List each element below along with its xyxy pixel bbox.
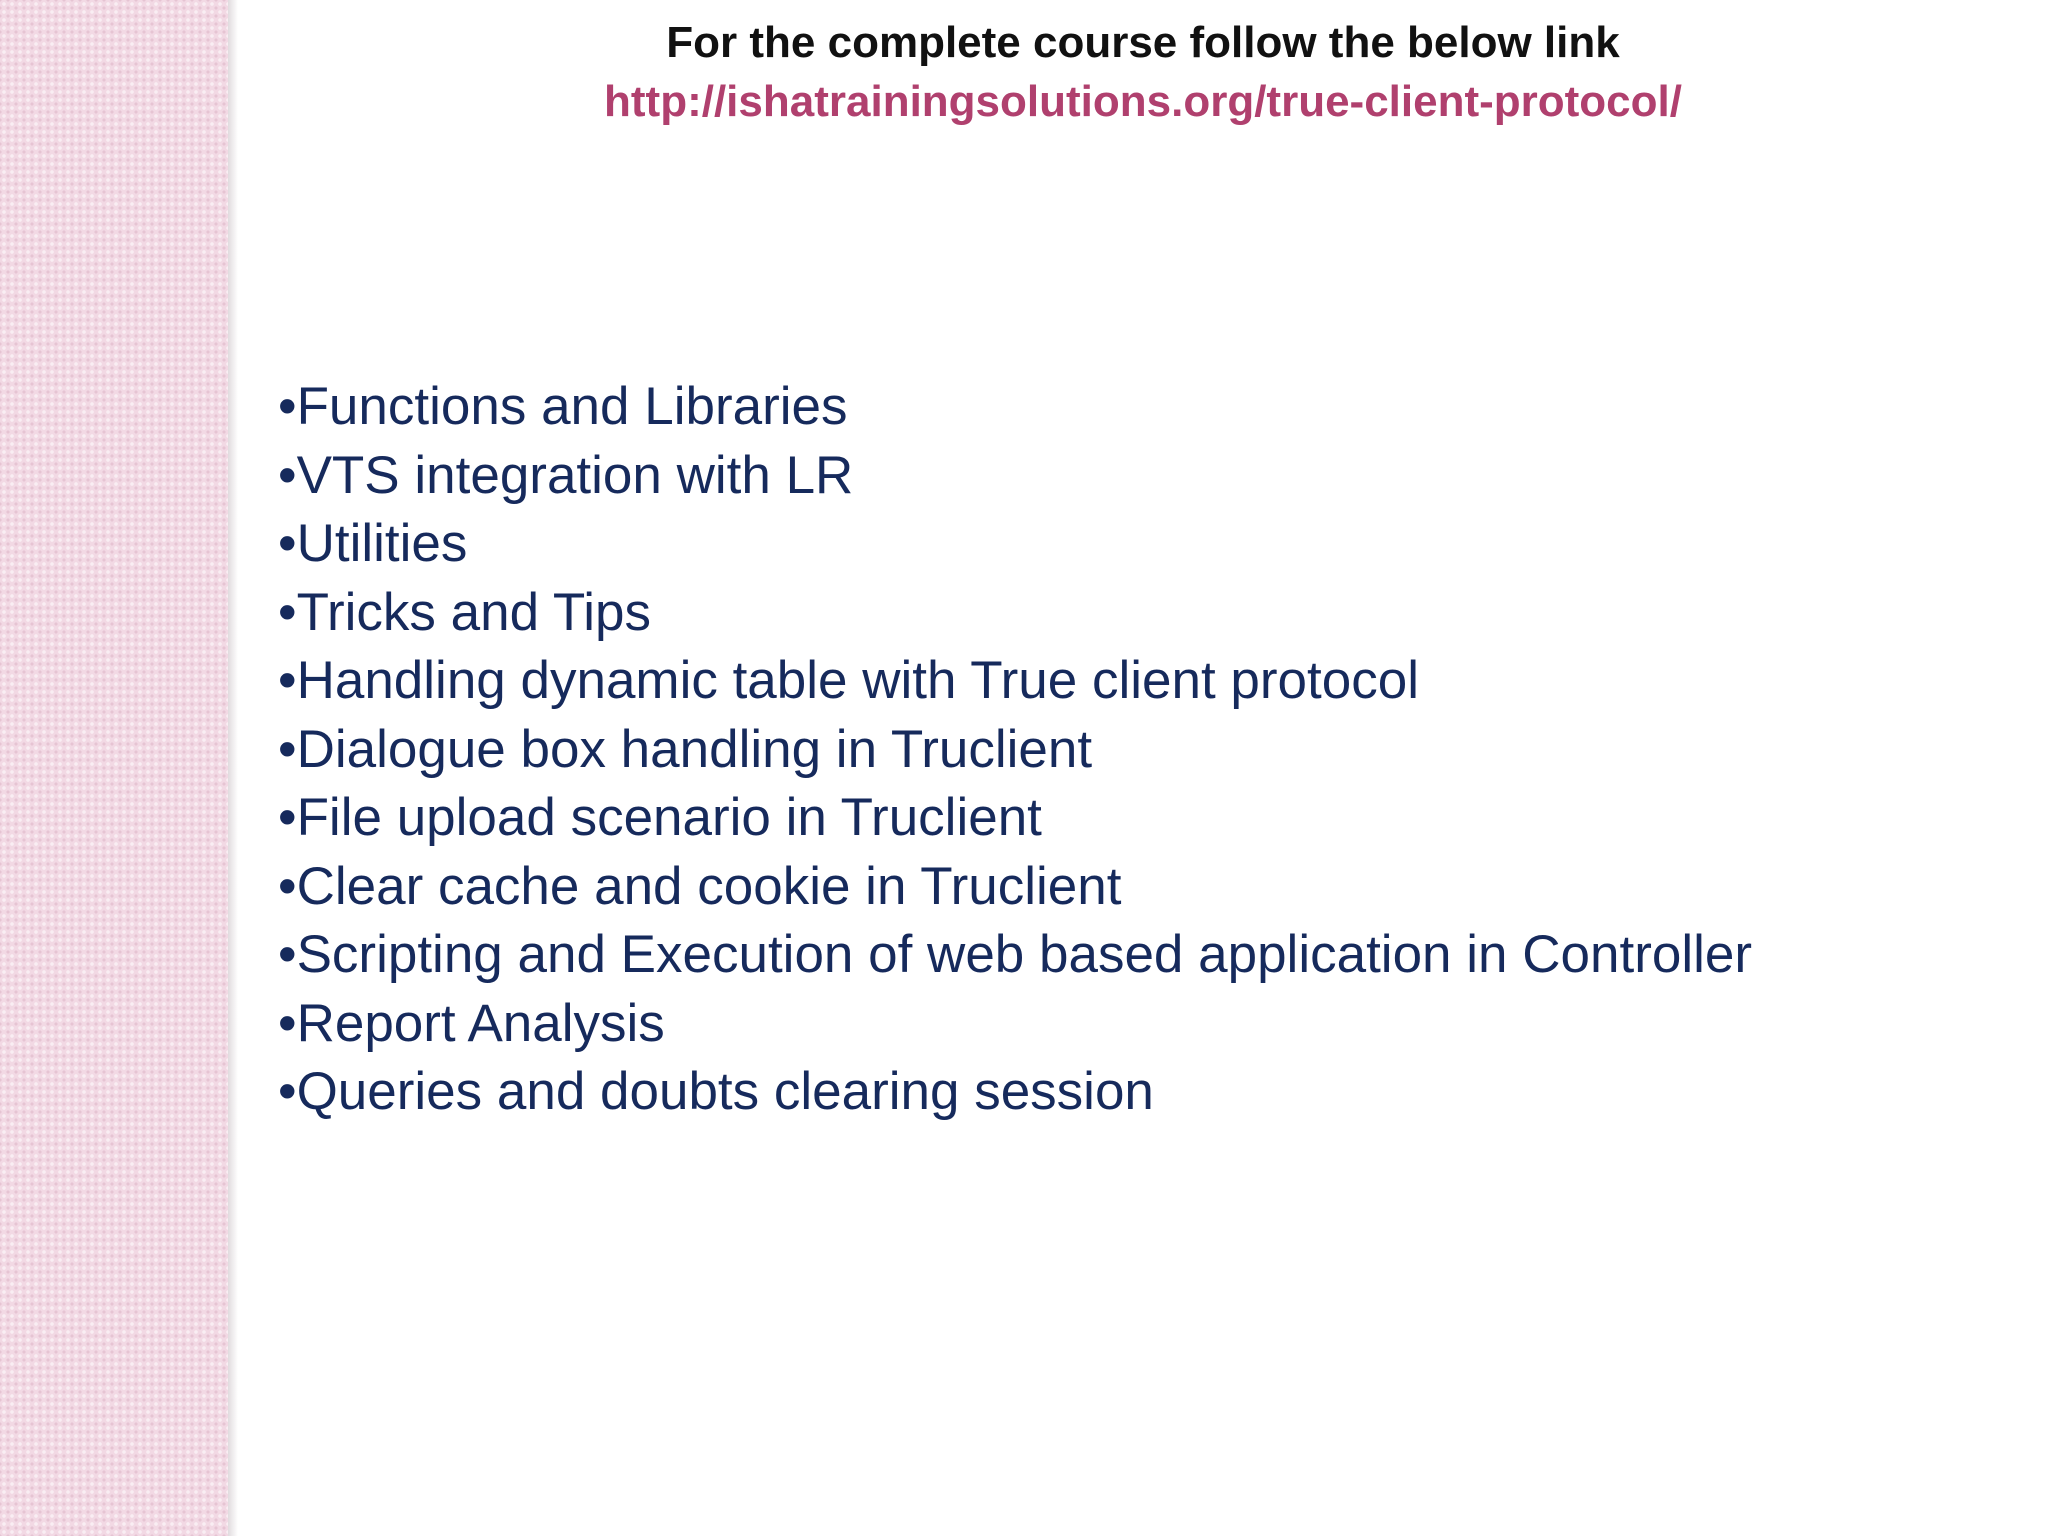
bullet: • — [278, 856, 297, 916]
header-title: For the complete course follow the below link — [666, 18, 1620, 67]
bullet: • — [278, 582, 297, 642]
bullet: • — [278, 788, 297, 847]
topic-label: Queries and doubts clearing session — [296, 1062, 1154, 1121]
list-item — [278, 990, 1752, 1059]
topic-label: File upload scenario in Truclient — [296, 788, 1042, 847]
topic-label: Utilities — [296, 514, 468, 573]
topic-label: Handling dynamic table with True client protocol — [296, 651, 1419, 710]
decorative-side-band — [0, 0, 228, 1536]
bullet: • — [278, 719, 297, 779]
list-item — [278, 373, 1752, 442]
list-item — [278, 853, 1752, 922]
topic-label: VTS integration with LR — [296, 445, 854, 505]
list-item — [278, 716, 1752, 785]
list-item — [278, 442, 1752, 511]
topic-label: Report Analysis — [296, 993, 665, 1053]
topic-label: Clear cache and cookie in Truclient — [296, 856, 1122, 916]
bullet: • — [278, 445, 297, 505]
side-band-shadow — [228, 0, 238, 1536]
bullet: • — [278, 651, 297, 710]
slide-header — [238, 14, 2048, 132]
list-item — [278, 1058, 1752, 1127]
list-item — [278, 510, 1752, 579]
topic-label: Scripting and Execution of web based application in Controller — [296, 925, 1752, 984]
list-item — [278, 579, 1752, 648]
topic-label: Tricks and Tips — [296, 582, 651, 642]
topic-label: Functions and Libraries — [296, 377, 848, 436]
bullet: • — [278, 993, 297, 1053]
list-item — [278, 647, 1752, 716]
bullet: • — [278, 514, 297, 573]
bullet: • — [278, 377, 297, 436]
topic-list — [278, 373, 1752, 1127]
topic-label: Dialogue box handling in Truclient — [296, 719, 1093, 779]
list-item — [278, 921, 1752, 990]
course-link[interactable]: http://ishatrainingsolutions.org/true-client-protocol/ — [604, 77, 1682, 126]
bullet: • — [278, 925, 297, 984]
list-item — [278, 784, 1752, 853]
bullet: • — [278, 1062, 297, 1121]
